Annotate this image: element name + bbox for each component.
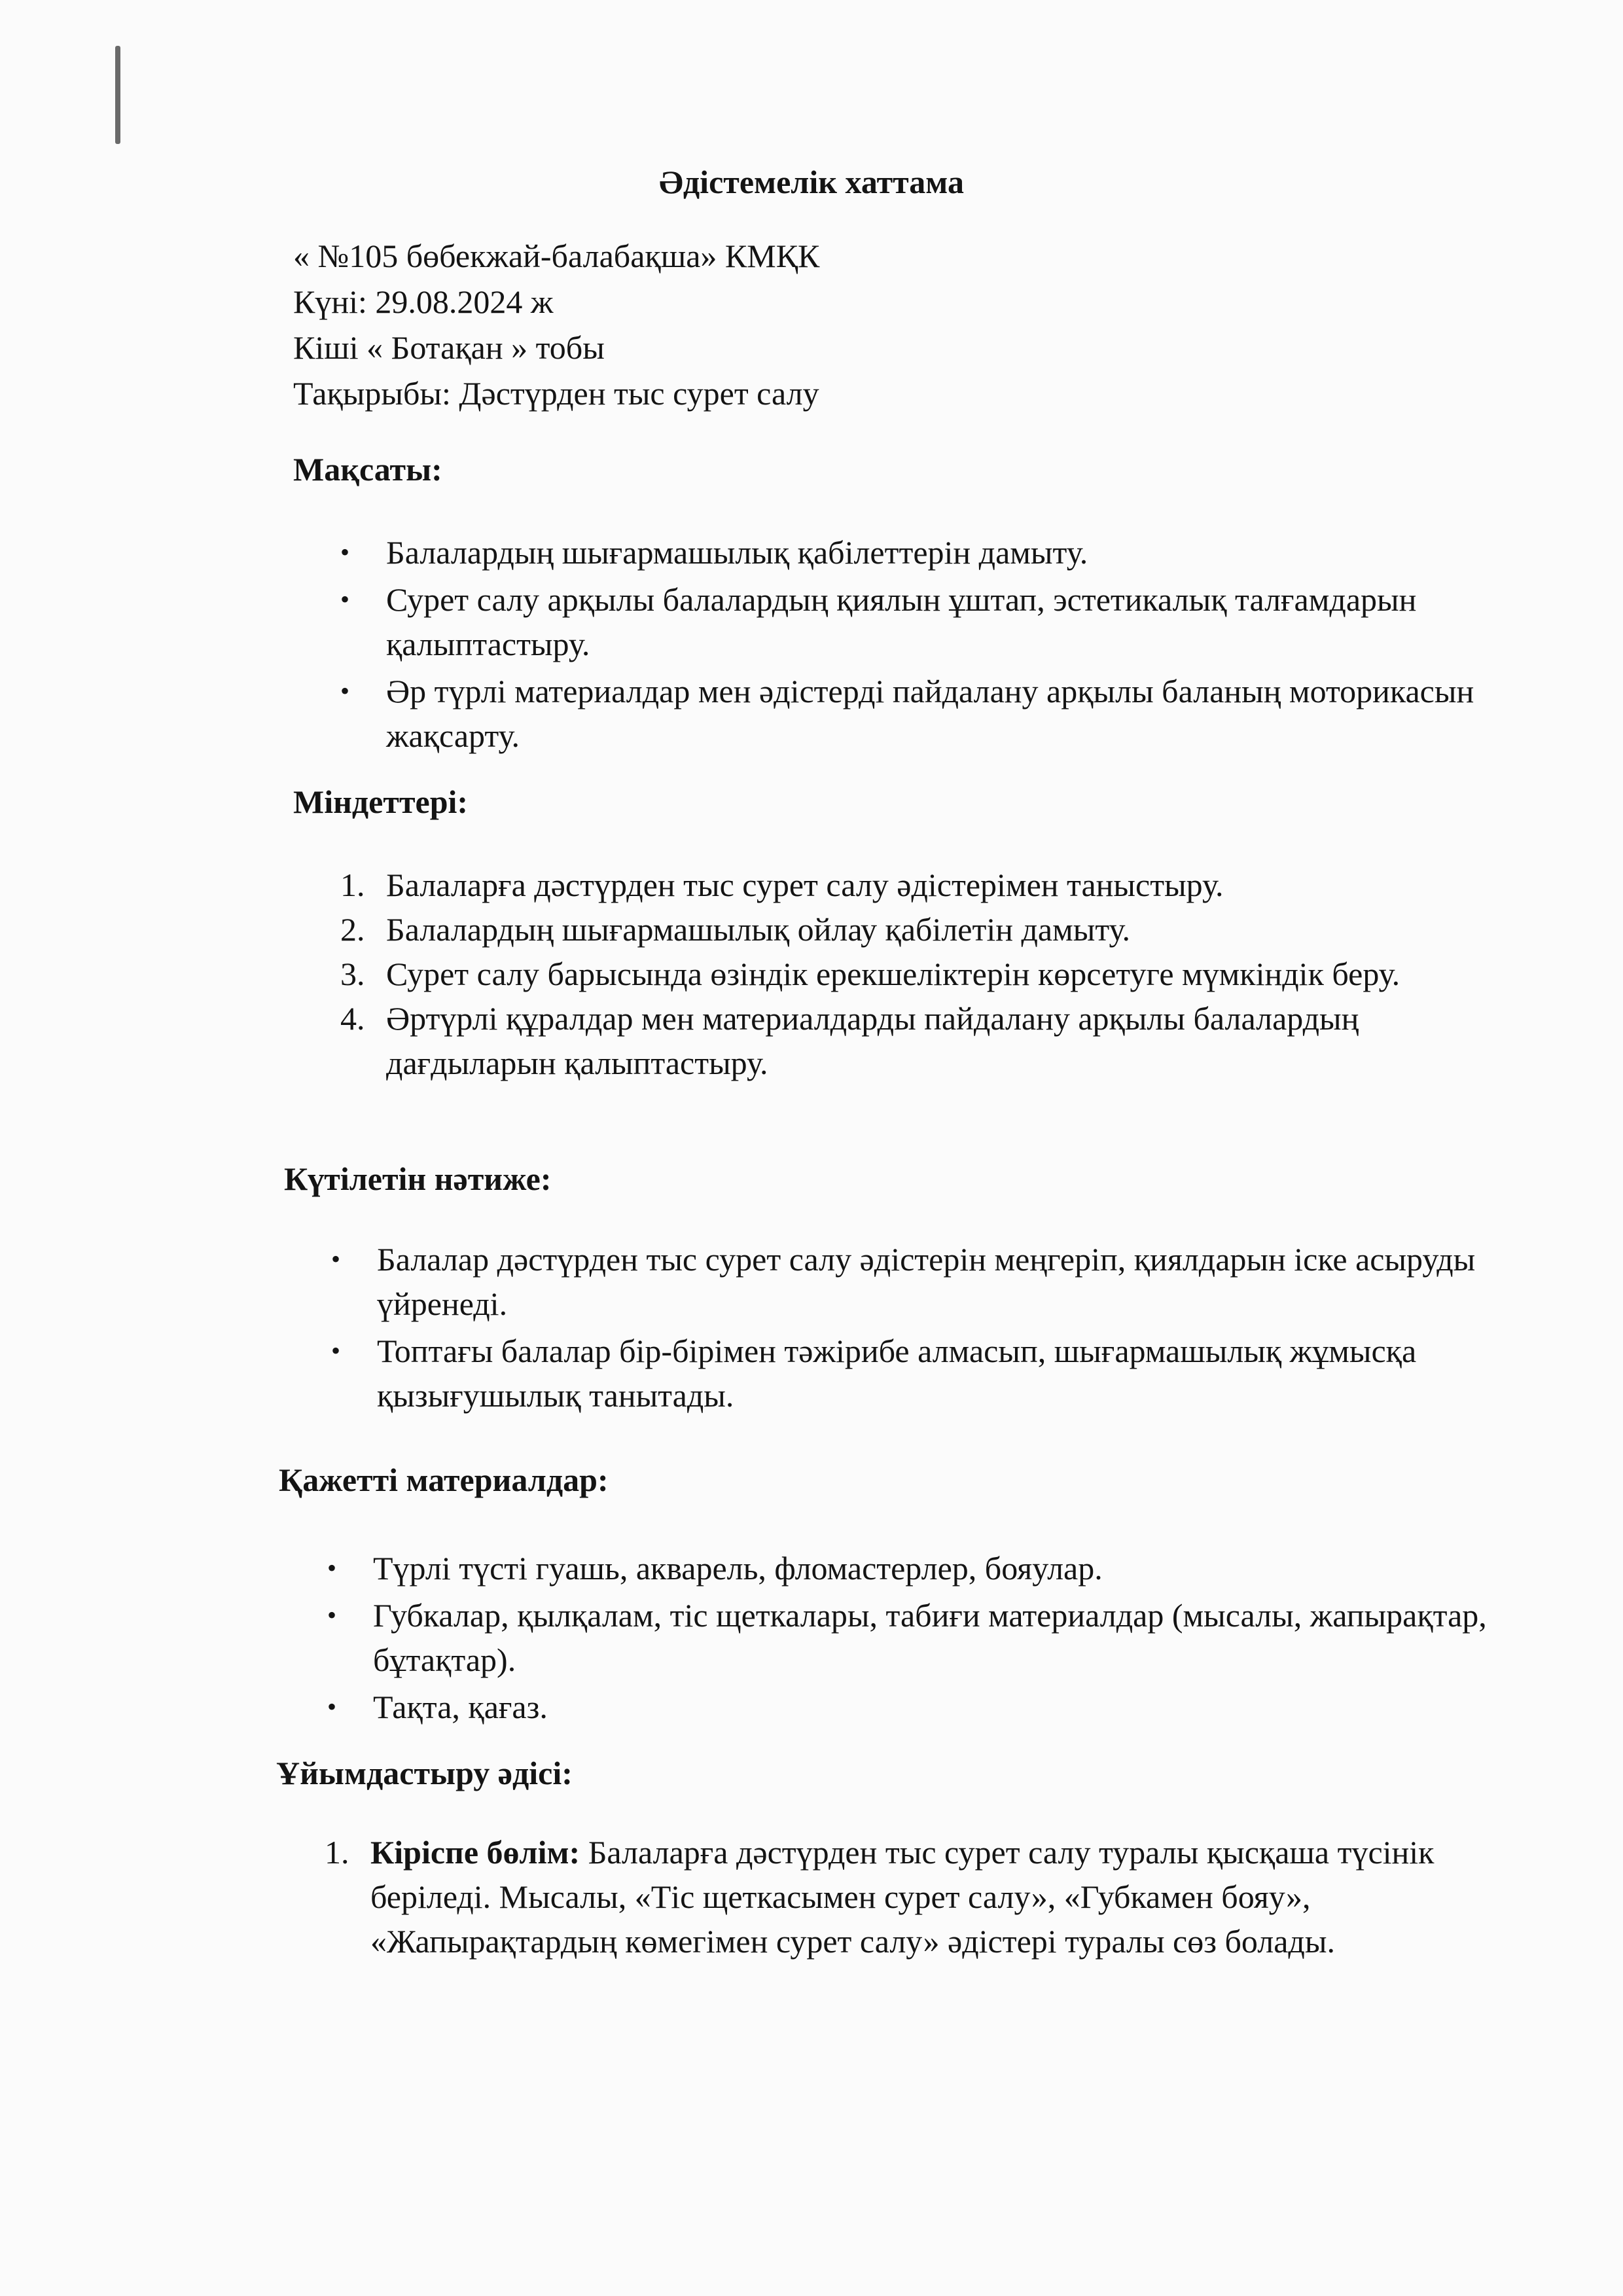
list-item: 4. Әртүрлі құралдар мен материалдарды пайдалану арқылы балалардың дағдыларын қалыптастыру. [340, 1000, 1359, 1081]
list-item: • Түрлі түсті гуашь, акварель, фломастерлер, бояулар. [327, 1550, 1103, 1587]
list-item: • Балалар дәстүрден тыс сурет салу әдістерін меңгеріп, қиялдарын іске асыруды үйренеді. [331, 1241, 1476, 1322]
list-item: • Тақта, қағаз. [327, 1689, 548, 1725]
document-title: Әдістемелік хаттама [658, 164, 965, 200]
document-meta [293, 233, 819, 416]
list-item: 1. Балаларға дәстүрден тыс сурет салу әдістерімен таныстыру. [340, 867, 1224, 903]
materials-list [327, 1546, 1538, 1732]
meta-topic: Тақырыбы: Дәстүрден тыс сурет салу [293, 375, 819, 412]
list-item: 1. Кіріспе бөлім: Балаларға дәстүрден тыс сурет салу туралы қысқаша түсінік беріледі. Мысалы, «Тіс щеткасымен сурет салу», «Губкамен бояу», «Жапырақтардың көмегімен сурет салу» әдістері туралы сөз болады. [325, 1834, 1435, 1960]
list-item: • Әр түрлі материалдар мен әдістерді пайдалану арқылы баланың моторикасын жақсарту. [340, 673, 1474, 754]
meta-group: Кіші « Ботақан » тобы [293, 329, 605, 366]
method-list [325, 1830, 1535, 1964]
goals-heading: Мақсаты: [293, 451, 442, 488]
list-item: • Губкалар, қылқалам, тіс щеткалары, табиғи материалдар (мысалы, жапырақтар, бұтақтар). [327, 1597, 1487, 1678]
method-heading: Ұйымдастыру әдісі: [276, 1755, 573, 1791]
results-heading: Күтілетін нәтиже: [284, 1160, 552, 1197]
list-item: • Сурет салу арқылы балалардың қиялын ұштап, эстетикалық талғамдарын қалыптастыру. [340, 581, 1417, 662]
meta-date: Күні: 29.08.2024 ж [293, 283, 554, 320]
scan-edge-mark [115, 46, 120, 144]
list-item: • Топтағы балалар бір-бірімен тәжірибе алмасып, шығармашылық жұмысқа қызығушылық танытады. [331, 1333, 1417, 1414]
materials-heading: Қажетті материалдар: [279, 1462, 609, 1498]
results-list [331, 1237, 1542, 1420]
list-item: • Балалардың шығармашылық қабілеттерін дамыту. [340, 534, 1088, 571]
goals-list [340, 530, 1525, 761]
tasks-list [340, 863, 1531, 1085]
meta-organization: « №105 бөбекжай-балабақша» КМҚК [293, 238, 820, 274]
tasks-heading: Міндеттері: [293, 783, 469, 820]
list-item: 3. Сурет салу барысында өзіндік ерекшеліктерін көрсетуге мүмкіндік беру. [340, 956, 1400, 992]
list-item: 2. Балалардың шығармашылық ойлау қабілетін дамыту. [340, 911, 1131, 948]
